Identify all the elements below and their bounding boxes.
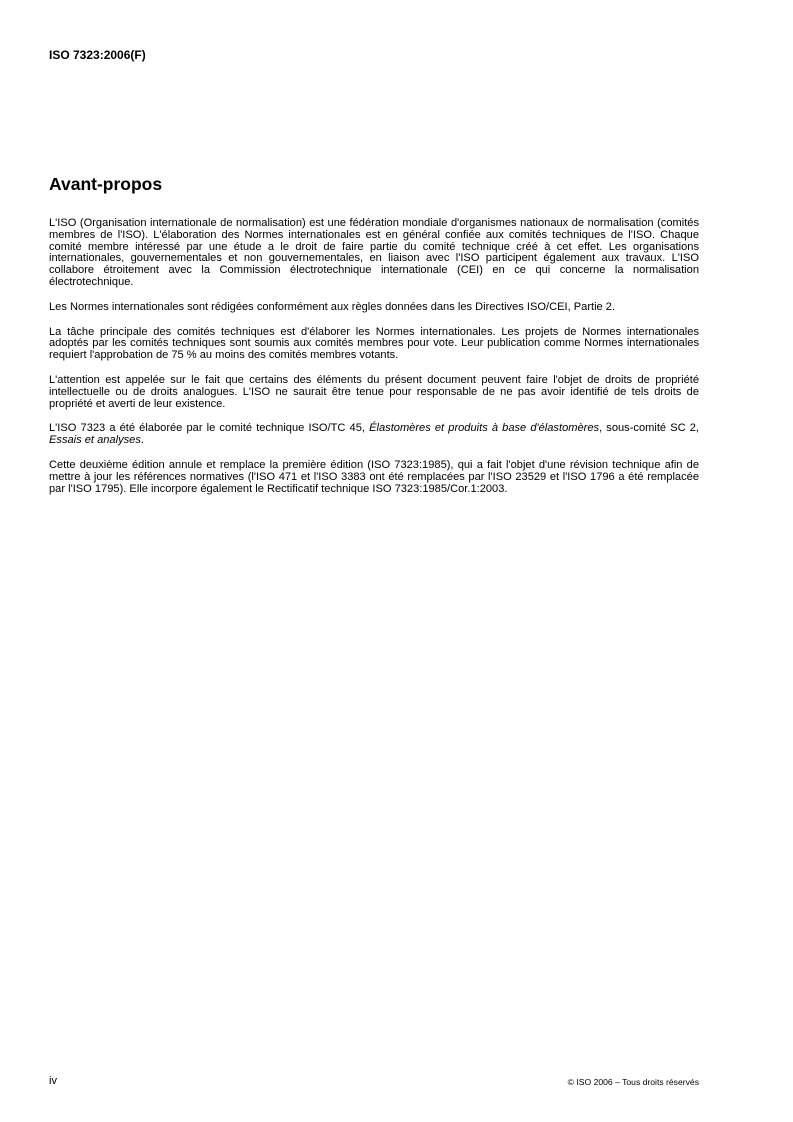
page-title: Avant-propos bbox=[49, 174, 163, 194]
paragraph-technical-committees: La tâche principale des comités techniques est d'élaborer les Normes internationales. Les projets de Normes internationales adoptés par les comités techniques sont soumis aux comités membres pour vote. Leur publication comme Normes internationales requiert l'approbation de 75 % au moins des comités membres votants. bbox=[49, 325, 699, 362]
prepared-by-text: L'ISO 7323 a été élaborée par le comité technique ISO/TC 45, bbox=[49, 422, 370, 435]
subcommittee-title: Essais et analyses bbox=[49, 434, 141, 447]
paragraph-patent-rights: L'attention est appelée sur le fait que certains des éléments du présent document peuvent faire l'objet de droits de propriété intellectuelle ou de droits analogues. L'ISO ne saurait être tenue pour responsable de ne pas avoir identifié de tels droits de propriété et averti de leur existence. bbox=[49, 373, 699, 410]
page-number: iv bbox=[49, 1075, 57, 1087]
paragraph-directives: Les Normes internationales sont rédigées conformément aux règles données dans les Directives ISO/CEI, Partie 2. bbox=[49, 300, 616, 313]
subcommittee-text: , sous-comité SC 2, bbox=[599, 422, 699, 435]
prepared-by-end: . bbox=[140, 434, 144, 447]
paragraph-iso-organisation: L'ISO (Organisation internationale de normalisation) est une fédération mondiale d'organismes nationaux de normalisation (comités membres de l'ISO). L'élaboration des Normes internationales est en général confiée aux comités techniques de l'ISO. Chaque comité membre intéressé par une étude a le droit de faire partie du comité technique créé à cet effet. Les organisations internationales, gouvernementales et non gouvernementales, en liaison avec l'ISO participent également aux travaux. L'ISO collabore étroitement avec la Commission électrotechnique internationale (CEI) en ce qui concerne la normalisation électrotechnique. bbox=[49, 217, 699, 288]
foreword-body bbox=[49, 218, 699, 508]
copyright-notice: © ISO 2006 – Tous droits réservés bbox=[567, 1077, 699, 1087]
committee-title: Élastomères et produits à base d'élastomères bbox=[369, 422, 600, 435]
paragraph-prepared-by bbox=[49, 423, 699, 447]
paragraph-edition: Cette deuxième édition annule et remplace la première édition (ISO 7323:1985), qui a fait l'objet d'une révision technique afin de mettre à jour les références normatives (l'ISO 471 et l'ISO 3383 ont été remplacées par l'ISO 23529 et l'ISO 1796 a été remplacée par l'ISO 1795). Elle incorpore également le Rectificatif technique ISO 7323:1985/Cor.1:2003. bbox=[49, 458, 699, 495]
document-id: ISO 7323:2006(F) bbox=[49, 48, 146, 62]
